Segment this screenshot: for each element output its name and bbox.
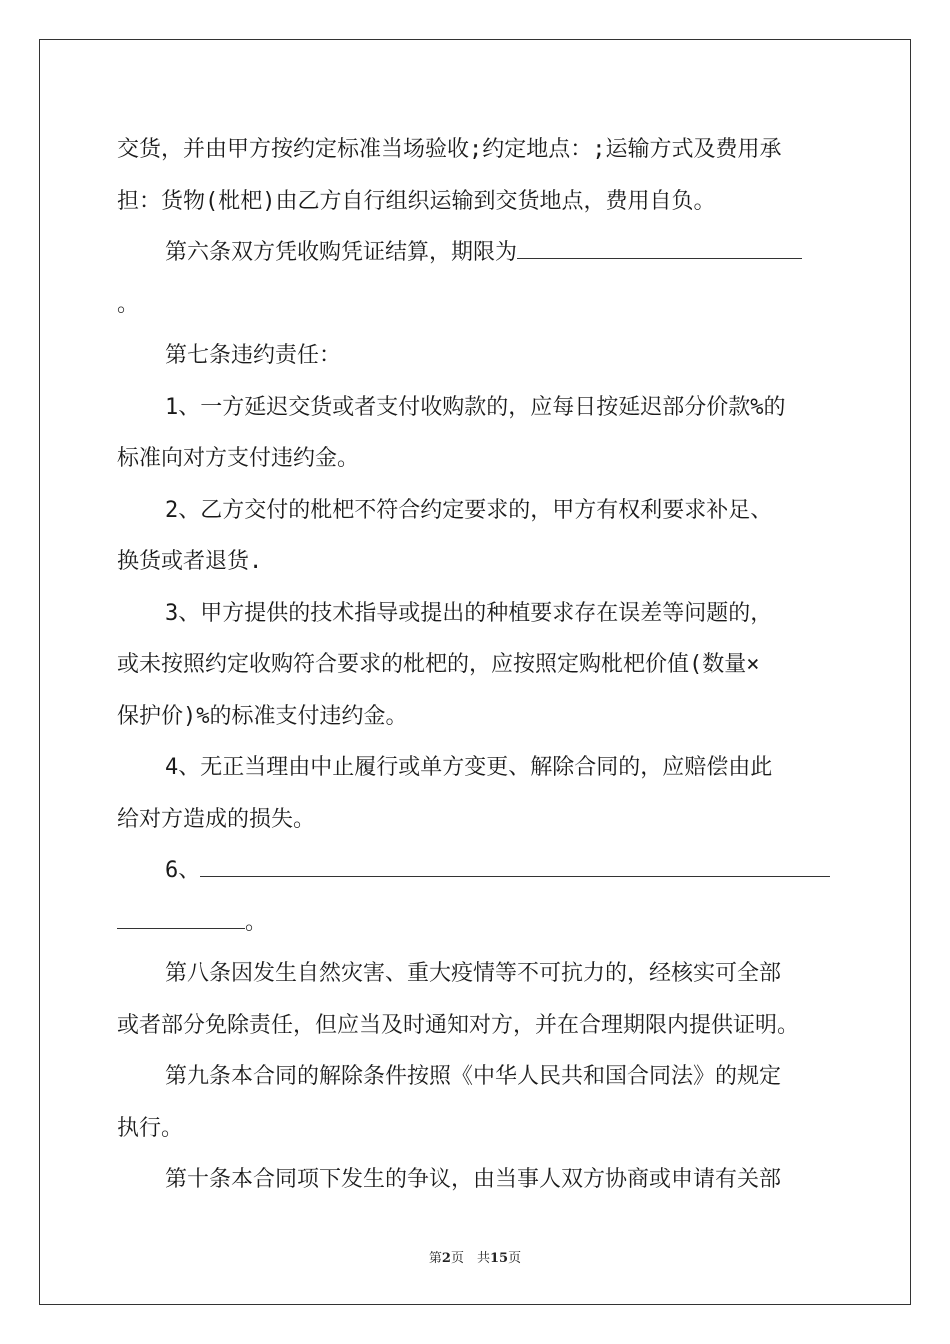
text-line: 换货或者退货. — [117, 549, 263, 574]
text-line: 。 — [245, 909, 268, 935]
fill-in-blank — [517, 238, 802, 259]
text-line: 6、 — [165, 858, 201, 883]
text-line: 。 — [117, 291, 140, 317]
text-line: 交货，并由甲方按约定标准当场验收;约定地点：;运输方式及费用承 — [117, 137, 782, 162]
text-line: 1、一方延迟交货或者支付收购款的，应每日按延迟部分价款%的 — [165, 394, 786, 420]
total-pages: 15 — [489, 1251, 509, 1266]
text-line: 担：货物(枇杷)由乙方自行组织运输到交货地点，费用自负。 — [117, 188, 716, 214]
fill-in-blank — [117, 908, 245, 929]
text-line: 第八条因发生自然灾害、重大疫情等不可抗力的，经核实可全部 — [165, 961, 782, 986]
text-line: 4、无正当理由中止履行或单方变更、解除合同的，应赔偿由此 — [165, 755, 773, 780]
text-line: 或者部分免除责任，但应当及时通知对方，并在合理期限内提供证明。 — [117, 1012, 800, 1038]
text-line: 给对方造成的损失。 — [117, 806, 316, 832]
footer-suffix: 页 — [508, 1251, 522, 1266]
clause-heading: 第七条违约责任： — [165, 343, 342, 368]
text-line: 3、甲方提供的技术指导或提出的种植要求存在误差等问题的， — [165, 600, 773, 626]
footer-mid: 页 共 — [450, 1251, 490, 1266]
page-number: 2 — [441, 1251, 451, 1266]
text-line: 第十条本合同项下发生的争议，由当事人双方协商或申请有关部 — [165, 1167, 782, 1192]
text-line: 第九条本合同的解除条件按照《中华人民共和国合同法》的规定 — [165, 1064, 782, 1089]
text-line: 执行。 — [117, 1115, 184, 1141]
fill-in-blank — [200, 856, 830, 877]
text-line: 保护价)%的标准支付违约金。 — [117, 703, 408, 729]
document-body — [117, 124, 833, 1206]
item-six — [117, 845, 833, 897]
text-line: 第六条双方凭收购凭证结算，期限为 — [165, 240, 518, 265]
clause-six — [117, 227, 833, 279]
item-six-continuation — [117, 897, 833, 949]
footer-prefix: 第 — [428, 1251, 442, 1266]
page-footer — [0, 1247, 950, 1266]
text-line: 或未按照约定收购符合要求的枇杷的，应按照定购枇杷价值(数量× — [117, 652, 760, 677]
text-line: 标准向对方支付违约金。 — [117, 446, 360, 471]
text-line: 2、乙方交付的枇杷不符合约定要求的，甲方有权利要求补足、 — [165, 497, 773, 523]
